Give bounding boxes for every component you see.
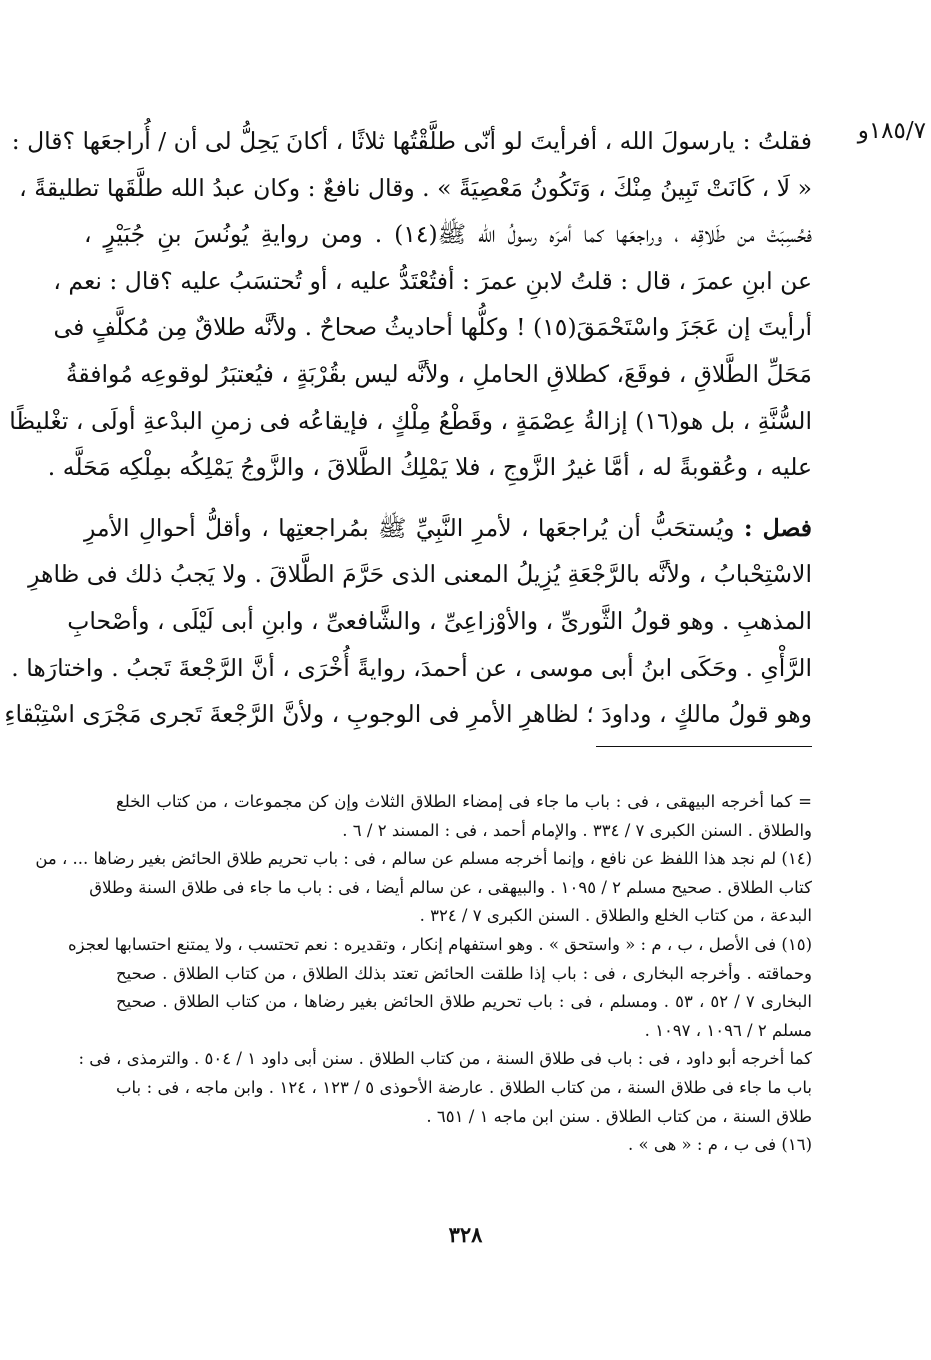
footnote-line: كما أخرجه أبو داود ، فى : باب فى طلاق السنة ، من كتاب الطلاق . سنن أبى داود ١ / ٥٠٤ . والترمذى ، فى : <box>78 1049 812 1069</box>
section-text-line: المذهبِ . وهو قولُ الثَّورىِّ ، والأوْزاعِىِّ ، والشَّافعىِّ ، وابنِ أبى لَيْلَى ، وأصْحابِ <box>67 606 812 635</box>
footnote-line: والطلاق . السنن الكبرى ٧ / ٣٣٤ . والإمام أحمد ، فى : المسند ٢ / ٦ . <box>342 820 812 840</box>
footnote-line: مسلم ٢ / ١٠٩٦ ، ١٠٩٧ . <box>644 1020 812 1040</box>
footnote-line: (١٤) لم نجد هذا اللفظ عن نافع ، وإنما أخرجه مسلم عن سالم ، فى : باب تحريم طلاق الحائض بغير رضاها ... ، من <box>35 849 812 869</box>
section-text-start: ويُستحَبُّ أن يُراجعَها ، لأمرِ النَّبِيِّ ﷺ بمُراجعتِها ، وأقلُّ أحوالِ الأمرِ <box>84 513 735 542</box>
section-text-line: الرَّأْىِ . وحَكَى ابنُ أبى موسى ، عن أحمدَ، روايةً أُخْرَى ، أنَّ الرَّجْعةَ تَجبُ . واختارَها . <box>11 653 812 682</box>
footnote-line: البدعة ، من كتاب الخلع والطلاق . السنن الكبرى ٧ / ٣٢٤ . <box>419 906 812 926</box>
footnote-line: باب ما جاء فى طلاق السنة ، من كتاب الطلاق . عارضة الأحوذى ٥ / ١٢٣ ، ١٢٤ . وابن ماجه ، فى : باب <box>116 1077 812 1097</box>
manuscript-folio-reference: ١٨٥/٧و <box>857 118 926 144</box>
footnote-line: البخارى ٧ / ٥٢ ، ٥٣ . ومسلم ، فى : باب تحريم طلاق الحائض بغير رضاها ، من كتاب الطلاق . صحيح <box>116 992 812 1012</box>
main-text-line: فحُسِبَتْ من طَلاقِه ، وراجعَها كما أمرَه رسولُ الله ﷺ(١٤) . ومن روايةِ يُونُسَ بنِ جُبَيْرٍ ، <box>84 220 812 249</box>
section-heading: فصل : <box>743 513 812 542</box>
main-text-line: السُّنَّةِ ، بل هو(١٦) إزالةُ عِصْمَةٍ ، وقَطْعُ مِلْكٍ ، فإيقاعُه فى زمنِ البدْعةِ أولَى ، تغْليظًا <box>9 406 812 435</box>
footnote-line: طلاق السنة ، من كتاب الطلاق . سنن ابن ماجه ١ / ٦٥١ . <box>426 1106 812 1126</box>
footnote-separator <box>596 746 812 747</box>
footnote-line: (١٦) فى ب ، م : « هى » . <box>628 1135 812 1155</box>
main-text-line: أرأيتَ إن عَجَزَ واسْتَحْمَقَ(١٥) ! وكلُّها أحاديثُ صحاحٌ . ولأنَّه طلاقٌ مِن مُكلَّفٍ فى <box>53 313 812 342</box>
section-text-line: وهو قولُ مالكٍ ، وداودَ ؛ لظاهرِ الأمرِ فى الوجوبِ ، ولأنَّ الرَّجْعةَ تَجرى مَجْرَى اسْتِبْقاءِ <box>4 700 812 729</box>
main-text-line: « لَا ، كَانَتْ تَبِينُ مِنْكَ ، وَتَكُونُ مَعْصِيَةً » . وقال نافعٌ : وكان عبدُ الله طلَّقَها تطليقةً ، <box>19 173 812 202</box>
main-text-block <box>4 118 812 738</box>
section-text-line: الاسْتِحْبابُ ، ولأنَّه بالرَّجْعَةِ يُزِيلُ المعنى الذى حَرَّمَ الطَّلاقَ . ولا يَجبُ ذلك فى ظاهرِ <box>28 560 812 589</box>
footnote-line: كتاب الطلاق . صحيح مسلم ٢ / ١٠٩٥ . والبيهقى ، عن سالم أيضا ، فى : باب ما جاء فى طلاق السنة وطلاق <box>89 877 812 897</box>
footnote-line: وحماقته . وأخرجه البخارى ، فى : باب إذا طلقت الحائض تعتد بذلك الطلاق ، من كتاب الطلاق . صحيح <box>116 963 812 983</box>
footnote-line: (١٥) فى الأصل ، ب ، م : « واستحق » . وهو استفهام إنكار ، وتقديره : نعم تحتسب ، ولا يمتنع احتسابها لعجزه <box>67 934 812 954</box>
section-first-line <box>84 505 812 552</box>
page-number: ٣٢٨ <box>448 1222 483 1247</box>
footnote-line: = كما أخرجه البيهقى ، فى : باب ما جاء فى إمضاء الطلاق الثلاث وإن كن مجموعات ، من كتاب الخلع <box>116 792 812 811</box>
main-text-line: فقلتُ : يارسولَ الله ، أفرأيتَ لو أنّى طلَّقْتُها ثلاثًا ، أكانَ يَحِلُّ لى أن / أُراجعَها ؟قال : <box>11 127 812 155</box>
main-text-line: مَحَلِّ الطَّلاقِ ، فوقَعَ، كطلاقِ الحاملِ ، ولأنَّه ليس بقُرْبَةٍ ، فيُعتبَرُ لوقوعِه مُوافقةُ <box>65 359 812 388</box>
footnotes-block <box>35 788 812 1160</box>
main-text-line: عن ابنِ عمرَ ، قال : قلتُ لابنِ عمرَ : أفتُعْتَدُّ عليه ، أو تُحتسَبُ عليه ؟قال : نعم ، <box>53 266 812 295</box>
main-text-line: عليه ، وعُقوبةً له ، أمَّا غيرُ الزَّوجِ ، فلا يَمْلِكُ الطَّلاقَ ، والزَّوجُ يَمْلِكُه بمِلْكِه مَحَلَّه . <box>47 453 812 482</box>
